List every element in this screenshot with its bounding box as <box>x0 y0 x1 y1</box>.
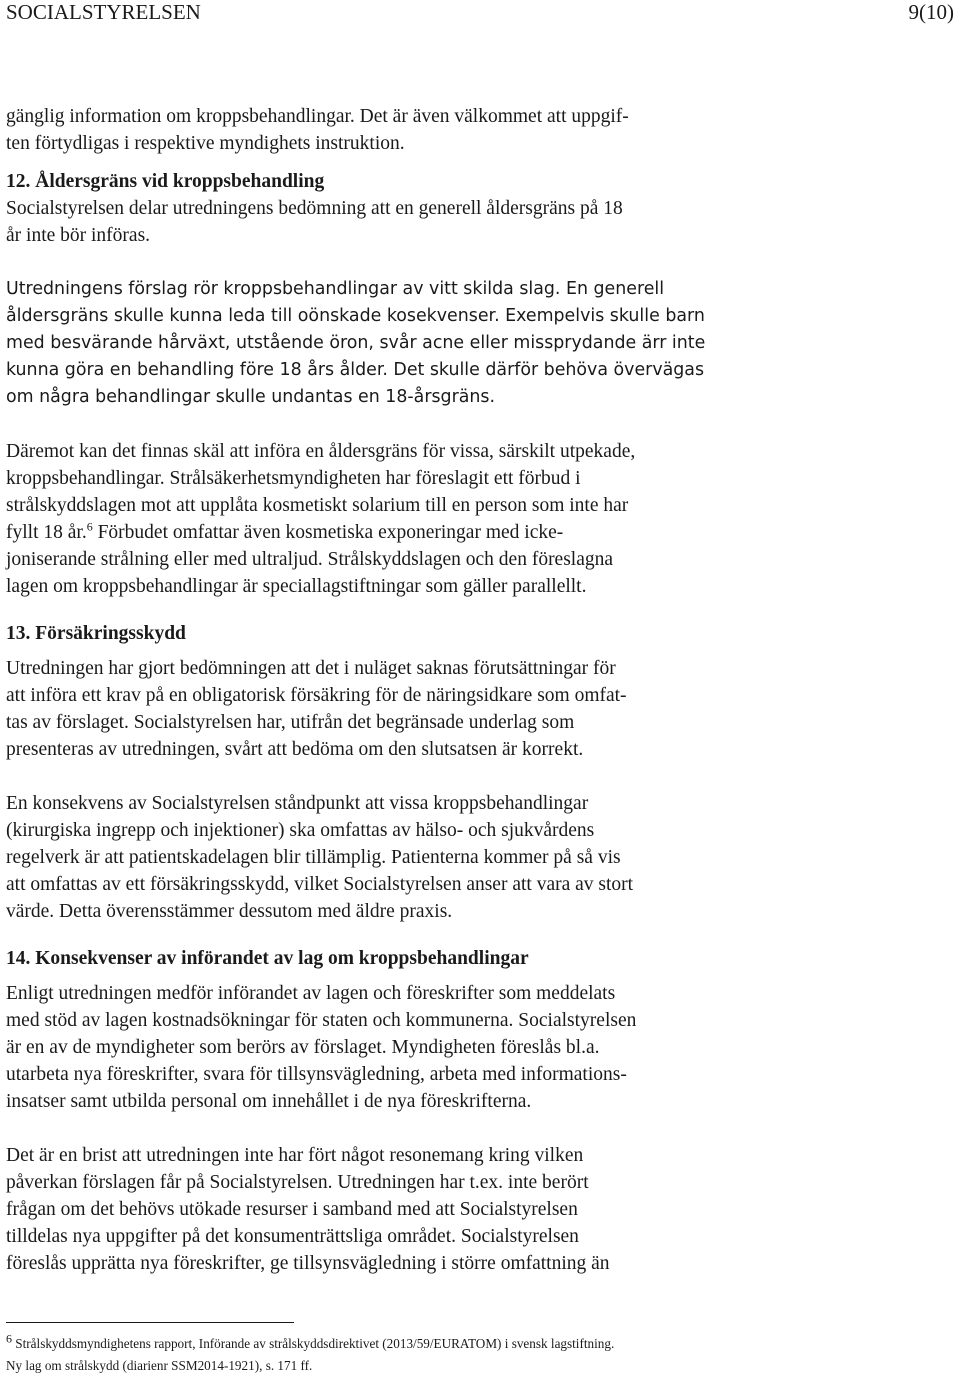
text-line: gänglig information om kroppsbehandlingar. Det är även välkommet att uppgif- <box>6 106 629 127</box>
section-12-paragraph-1 <box>6 195 766 249</box>
text-line: om några behandlingar skulle undantas en 18-årsgräns. <box>6 387 496 407</box>
text-line: kroppsbehandlingar. Strålsäkerhetsmyndigheten har föreslagit ett förbud i <box>6 468 581 489</box>
page-number: 9(10) <box>908 0 954 24</box>
section-heading-12: 12. Åldersgräns vid kroppsbehandling <box>6 171 325 192</box>
footnote-text: Strålskyddsmyndighetens rapport, Införande av strålskyddsdirektivet (2013/59/EURATOM) i svensk lagstiftning. <box>12 1336 615 1351</box>
section-14-paragraph-1 <box>6 980 766 1115</box>
footnote-reference[interactable]: 6 <box>86 519 93 534</box>
text-line: Förbudet omfattar även kosmetiska exponeringar med icke- <box>92 522 564 543</box>
footnote <box>6 1333 766 1377</box>
section-14-paragraph-2 <box>6 1142 766 1277</box>
text-line: påverkan förslagen får på Socialstyrelsen. Utredningen har t.ex. inte berört <box>6 1172 589 1193</box>
text-line: Utredningens förslag rör kroppsbehandlingar av vitt skilda slag. En generell <box>6 279 665 299</box>
section-12-paragraph-3 <box>6 438 766 600</box>
text-line: åldersgräns skulle kunna leda till oönskade kosekvenser. Exempelvis skulle barn <box>6 306 705 326</box>
footnote-line <box>6 1333 766 1355</box>
text-line: strålskyddslagen mot att upplåta kosmetiskt solarium till en person som inte har <box>6 495 629 516</box>
text-line: år inte bör införas. <box>6 225 151 246</box>
intro-paragraph <box>6 103 766 157</box>
text-line: med besvärande hårväxt, utstående öron, svår acne eller missprydande ärr inte <box>6 333 706 353</box>
footnote-line <box>6 1355 766 1377</box>
text-line: ten förtydligas i respektive myndighets instruktion. <box>6 133 405 154</box>
section-13-paragraph-2 <box>6 790 766 925</box>
text-line: är en av de myndigheter som berörs av förslaget. Myndigheten föreslås bl.a. <box>6 1037 600 1058</box>
text-line: med stöd av lagen kostnadsökningar för staten och kommunerna. Socialstyrelsen <box>6 1010 637 1031</box>
section-13-paragraph-1 <box>6 655 766 763</box>
footnote-number: 6 <box>6 1331 12 1346</box>
section-heading-14: 14. Konsekvenser av införandet av lag om kroppsbehandlingar <box>6 948 529 969</box>
organization-name: SOCIALSTYRELSEN <box>6 0 201 24</box>
text-line: regelverk är att patientskadelagen blir tillämplig. Patienterna kommer på så vis <box>6 847 621 868</box>
text-line: föreslås upprätta nya föreskrifter, ge tillsynsvägledning i större omfattning än <box>6 1253 610 1274</box>
page-header <box>6 0 954 24</box>
text-line: att införa ett krav på en obligatorisk försäkring för de näringsidkare som omfat- <box>6 685 627 706</box>
section-heading-13: 13. Försäkringsskydd <box>6 623 186 644</box>
text-line: joniserande strålning eller med ultraljud. Strålskyddslagen och den föreslagna <box>6 549 614 570</box>
text-line: Utredningen har gjort bedömningen att det i nuläget saknas förutsättningar för <box>6 658 616 679</box>
text-line: (kirurgiska ingrepp och injektioner) ska omfattas av hälso- och sjukvårdens <box>6 820 595 841</box>
footnote-divider <box>6 1322 294 1323</box>
text-line: tas av förslaget. Socialstyrelsen har, utifrån det begränsade underlag som <box>6 712 575 733</box>
text-line: insatser samt utbilda personal om innehållet i de nya föreskrifterna. <box>6 1091 532 1112</box>
text-line: Enligt utredningen medför införandet av lagen och föreskrifter som meddelats <box>6 983 616 1004</box>
text-line: Socialstyrelsen delar utredningens bedömning att en generell åldersgräns på 18 <box>6 198 623 219</box>
text-line: En konsekvens av Socialstyrelsen ståndpunkt att vissa kroppsbehandlingar <box>6 793 589 814</box>
text-line: utarbeta nya föreskrifter, svara för tillsynsvägledning, arbeta med informations- <box>6 1064 627 1085</box>
text-line: att omfattas av ett försäkringsskydd, vilket Socialstyrelsen anser att vara av stort <box>6 874 634 895</box>
section-12-paragraph-2 <box>6 276 766 411</box>
text-line: tilldelas nya uppgifter på det konsumenträttsliga området. Socialstyrelsen <box>6 1226 579 1247</box>
footnote-text: Ny lag om strålskydd (diarienr SSM2014-1921), s. 171 ff. <box>6 1358 313 1373</box>
text-line: kunna göra en behandling före 18 års ålder. Det skulle därför behöva övervägas <box>6 360 705 380</box>
text-line: värde. Detta överensstämmer dessutom med äldre praxis. <box>6 901 453 922</box>
text-line: frågan om det behövs utökade resurser i samband med att Socialstyrelsen <box>6 1199 578 1220</box>
text-line: presenteras av utredningen, svårt att bedöma om den slutsatsen är korrekt. <box>6 739 584 760</box>
text-line: lagen om kroppsbehandlingar är speciallagstiftningar som gäller parallellt. <box>6 576 587 597</box>
text-line: fyllt 18 år. <box>6 522 87 543</box>
text-line: Det är en brist att utredningen inte har fört något resonemang kring vilken <box>6 1145 584 1166</box>
document-body <box>6 103 766 1277</box>
text-line: Däremot kan det finnas skäl att införa en åldersgräns för vissa, särskilt utpekade, <box>6 441 636 462</box>
